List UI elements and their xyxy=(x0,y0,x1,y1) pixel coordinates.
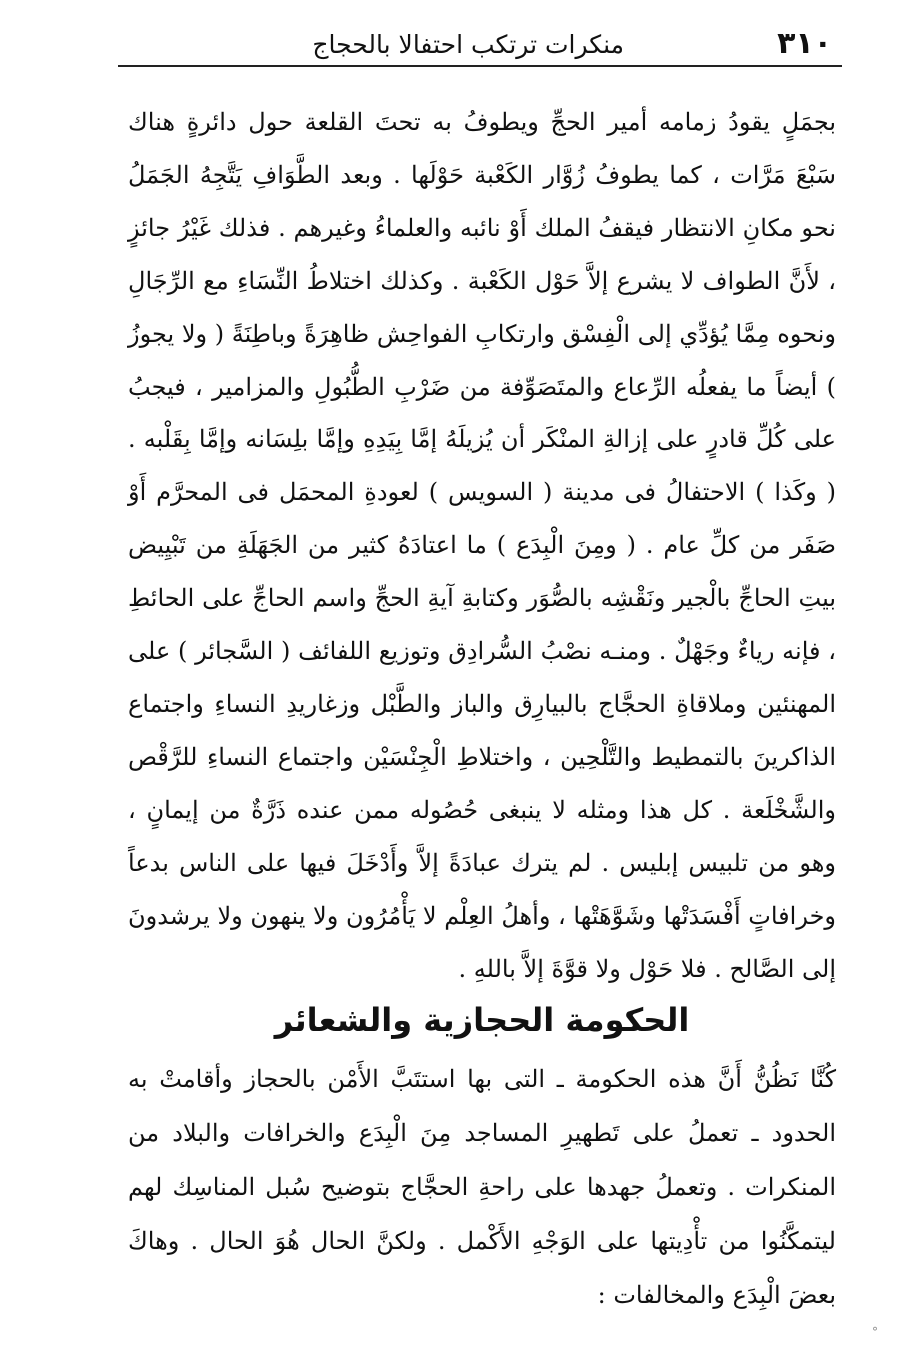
running-header xyxy=(118,22,842,66)
paragraph: كُنَّا نَظُنُّ أَنَّ هذه الحكومة ـ التى بها استتَبَّ الأَمْن بالحجاز وأقامتْ به الحدود ـ تعملُ على تَطهيرِ المساجد مِنَ الْبِدَع والخرافات والبلاد من المنكرات . وتعملُ جهدها على راحةِ الحجَّاج بتوضيح سُبل المناسِك لهم ليتمكَّنُوا من تأْدِيتها على الوَجْهِ الأَكْمل . ولكنَّ الحال هُوَ الحال . وهاكَ بعضَ الْبِدَع والمخالفات : xyxy=(128,1065,836,1309)
section-heading: الحكومة الحجازية والشعائر xyxy=(274,1001,690,1039)
margin-mark: ° xyxy=(872,1325,878,1339)
page-number: ٣١٠ xyxy=(777,26,832,61)
header-rule xyxy=(118,65,842,67)
body-text xyxy=(128,96,836,995)
running-title: منكرات ترتكب احتفالا بالحجاج xyxy=(312,30,624,59)
paragraph: بجمَلٍ يقودُ زمامه أمير الحجِّ ويطوفُ به تحتَ القلعة حول دائرةٍ هناك سَبْعَ مَرَّات ، كما يطوفُ زُوَّار الكَعْبة حَوْلَها . وبعد الطَّوَافِ يَتَّجِهُ الجَمَلُ نحو مكانِ الانتظار فيقفُ الملك أَوْ نائبه والعلماءُ وغيرهم . فذلك غَيْرُ جائزٍ ، لأَنَّ الطواف لا يشرع إلاَّ حَوْل الكَعْبة . وكذلك اختلاطُ النِّسَاءِ مع الرِّجَالِ ونحوه مِمَّا يُؤدِّي إلى الْفِسْق وارتكابِ الفواحِش ظاهِرَةً وباطِنَةً ( ولا يجوزُ ) أيضاً ما يفعلُه الرِّعاع والمتَصَوِّفة من ضَرْبِ الطُّبُولِ والمزامير ، فيجبُ على كُلِّ قادرٍ على إزالةِ المنْكَر أن يُزيلَهُ إمَّا بِيَدِهِ وإمَّا بلِسَانه وإمَّا بِقَلْبه . ( وكَذا ) الاحتفالُ فى مدينة ( السويس ) لعودةِ المحمَل فى المحرَّم أَوْ صَفَر من كلِّ عام . ( ومِنَ الْبِدَع ) ما اعتادَهُ كثير من الجَهَلَةِ من تَبْيِيض بيتِ الحاجِّ بالْجير ونَقْشِه بالصُّوَر وكتابةِ آيةِ الحجِّ واسم الحاجِّ على الحائطِ ، فإنه رياءٌ وجَهْلٌ . ومنـه نصْبُ السُّرادِق وتوزيع اللفائف ( السَّجائر ) على المهنئين وملاقاةِ الحجَّاج بالبيارِق والباز والطَّبْل وزغاريدِ النساءِ واجتماع الذاكرينَ بالتمطيط والتَّلْحِين ، واختلاطِ الْجِنْسَيْن واجتماع النساءِ للرَّقْص والشَّخْلَعة . كل هذا ومثله لا ينبغى حُصُوله ممن عنده ذَرَّةٌ من إيمانٍ ، وهو من تلبيس إبليس . لم يترك عبادَةً إلاَّ وأَدْخَلَ فيها على الناس بدعاً وخرافاتٍ أَفْسَدَتْها وشَوَّهَتْها ، وأهلُ العِلْم لا يَأْمُرُون ولا ينهون ولا يرشدونَ إلى الصَّالح . فلا حَوْل ولا قوَّةَ إلاَّ باللهِ . xyxy=(128,108,837,983)
body-text-section xyxy=(128,1052,836,1322)
